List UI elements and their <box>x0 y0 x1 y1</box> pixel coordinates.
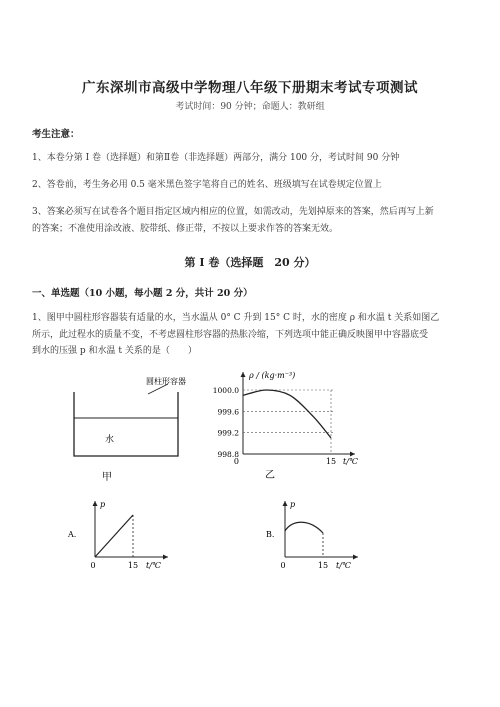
part-heading: 一、单选题（10 小题，每小题 2 分，共计 20 分） <box>32 288 253 299</box>
origin-label: 0 <box>233 457 239 466</box>
y-tick-label: 1000.0 <box>212 386 239 395</box>
x-axis-label: t/℃ <box>336 561 351 570</box>
notice-item: 1、本卷分第 I 卷（选择题）和第Ⅱ卷（非选择题）两部分，满分 100 分，考试时间 90 分钟 <box>32 153 400 163</box>
water-label: 水 <box>105 435 115 445</box>
option-a-label: A. <box>68 530 77 539</box>
option-a-graph[interactable] <box>60 495 180 575</box>
gridlines <box>243 390 335 454</box>
option-b-curve <box>285 522 323 533</box>
x-axis-label: t/℃ <box>146 561 161 570</box>
y-tick-label: 999.2 <box>217 428 239 438</box>
density-chart <box>205 368 365 490</box>
option-b-label: B. <box>266 530 275 539</box>
notice-item: 的答案；不准使用涂改液、胶带纸、修正带，不按以上要求作答的答案无效。 <box>32 224 339 234</box>
y-tick-label: 998.8 <box>217 450 239 459</box>
notice-item: 3、答案必须写在试卷各个题目指定区域内相应的位置，如需改动，先划掉原来的答案，然后再写上新 <box>32 207 434 217</box>
origin-label: 0 <box>90 561 96 570</box>
figure-jia-label: 甲 <box>102 472 112 483</box>
container-outline <box>74 392 178 456</box>
y-tick-labels <box>213 386 239 459</box>
question-line: 1、图甲中圆柱形容器装有适量的水，当水温从 0° C 升到 15° C 时，水的密度 ρ 和水温 t 关系如图乙 <box>32 313 440 323</box>
y-axis-arrow <box>93 501 98 506</box>
x-axis-arrow <box>163 555 168 560</box>
exam-subtitle: 考试时间：90 分钟；命题人：教研组 <box>175 102 325 112</box>
notice-item: 2、答卷前，考生务必用 0.5 毫米黑色签字笔将自己的姓名、班级填写在试卷规定位置上 <box>32 180 382 190</box>
origin-label: 0 <box>280 561 286 570</box>
p-axis-label: p <box>100 500 106 509</box>
p-axis-label: p <box>290 500 296 509</box>
x-tick-15: 15 <box>127 561 139 570</box>
section-title: 第 I 卷（选择题 20 分） <box>184 256 316 269</box>
container-figure <box>60 372 190 487</box>
x-tick-15: 15 <box>317 561 329 570</box>
container-label: 圆柱形容器 <box>146 377 186 386</box>
y-axis-label: ρ / (kg·m⁻³) <box>249 371 296 380</box>
x-axis-arrow <box>353 555 358 560</box>
question-line: 到水的压强 p 和水温 t 关系的是（ ） <box>32 346 197 356</box>
option-a-line <box>95 515 133 557</box>
option-b-graph[interactable] <box>260 495 380 575</box>
exam-title: 广东深圳市高级中学物理八年级下册期末考试专项测试 <box>82 80 418 96</box>
x-axis-label: t/℃ <box>343 457 358 466</box>
question-line: 所示，此过程水的质量不变，不考虑圆柱形容器的热胀冷缩，下列选项中能正确反映图甲中容器底受 <box>32 330 429 340</box>
figure-yi-label: 乙 <box>265 470 275 481</box>
notice-heading: 考生注意： <box>32 129 80 140</box>
y-tick-label: 999.6 <box>217 407 239 417</box>
y-axis-arrow <box>241 372 246 377</box>
x-tick-15: 15 <box>325 457 337 466</box>
density-series-line <box>243 390 331 438</box>
x-axis-arrow <box>350 452 355 457</box>
y-axis-arrow <box>283 501 288 506</box>
